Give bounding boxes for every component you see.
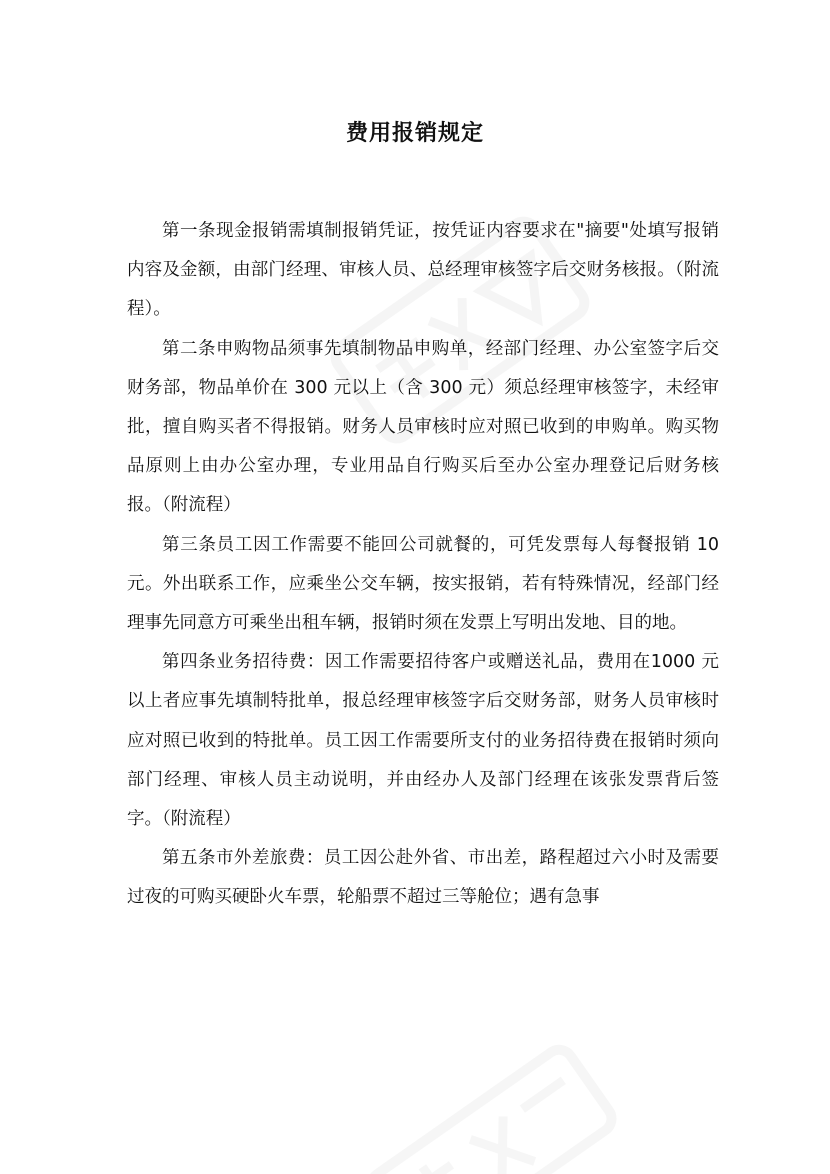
article-2-paragraph: 第二条申购物品须事先填制物品申购单，经部门经理、办公室签字后交财务部，物品单价在 300 元以上（含 300 元）须总经理审核签字，未经审批，擅自购买者不得报销。财务人员审核时应对照已收到的申购单。购买物品原则上由办公室办理，专业用品自行购买后至办公室办理登记后财务核报。（附流程） <box>127 338 719 516</box>
article-4-paragraph: 第四条业务招待费：因工作需要招待客户或赠送礼品，费用在1000 元以上者应事先填制特批单，报总经理审核签字后交财务部，财务人员审核时应对照已收到的特批单。员工因工作需要所支付的业务招待费在报销时须向部门经理、审核人员主动说明，并由经办人及部门经理在该张发票背后签字。（附流程） <box>127 652 719 830</box>
watermark-logo-icon <box>349 1026 631 1174</box>
article-1-paragraph: 第一条现金报销需填制报销凭证，按凭证内容要求在"摘要"处填写报销内容及金额，由部门经理、审核人员、总经理审核签字后交财务核报。（附流程）。 <box>127 221 719 320</box>
document-title: 费用报销规定 <box>345 121 484 146</box>
article-3-paragraph: 第三条员工因工作需要不能回公司就餐的，可凭发票每人每餐报销 10 元。外出联系工作，应乘坐公交车辆，按实报销，若有特殊情况，经部门经理事先同意方可乘坐出租车辆，报销时须在发票上写明出发地、目的地。 <box>127 534 719 634</box>
document-body <box>127 212 719 918</box>
article-5-paragraph: 第五条市外差旅费：员工因公赴外省、市出差，路程超过六小时及需要过夜的可购买硬卧火车票，轮船票不超过三等舱位；遇有急事 <box>127 848 719 908</box>
